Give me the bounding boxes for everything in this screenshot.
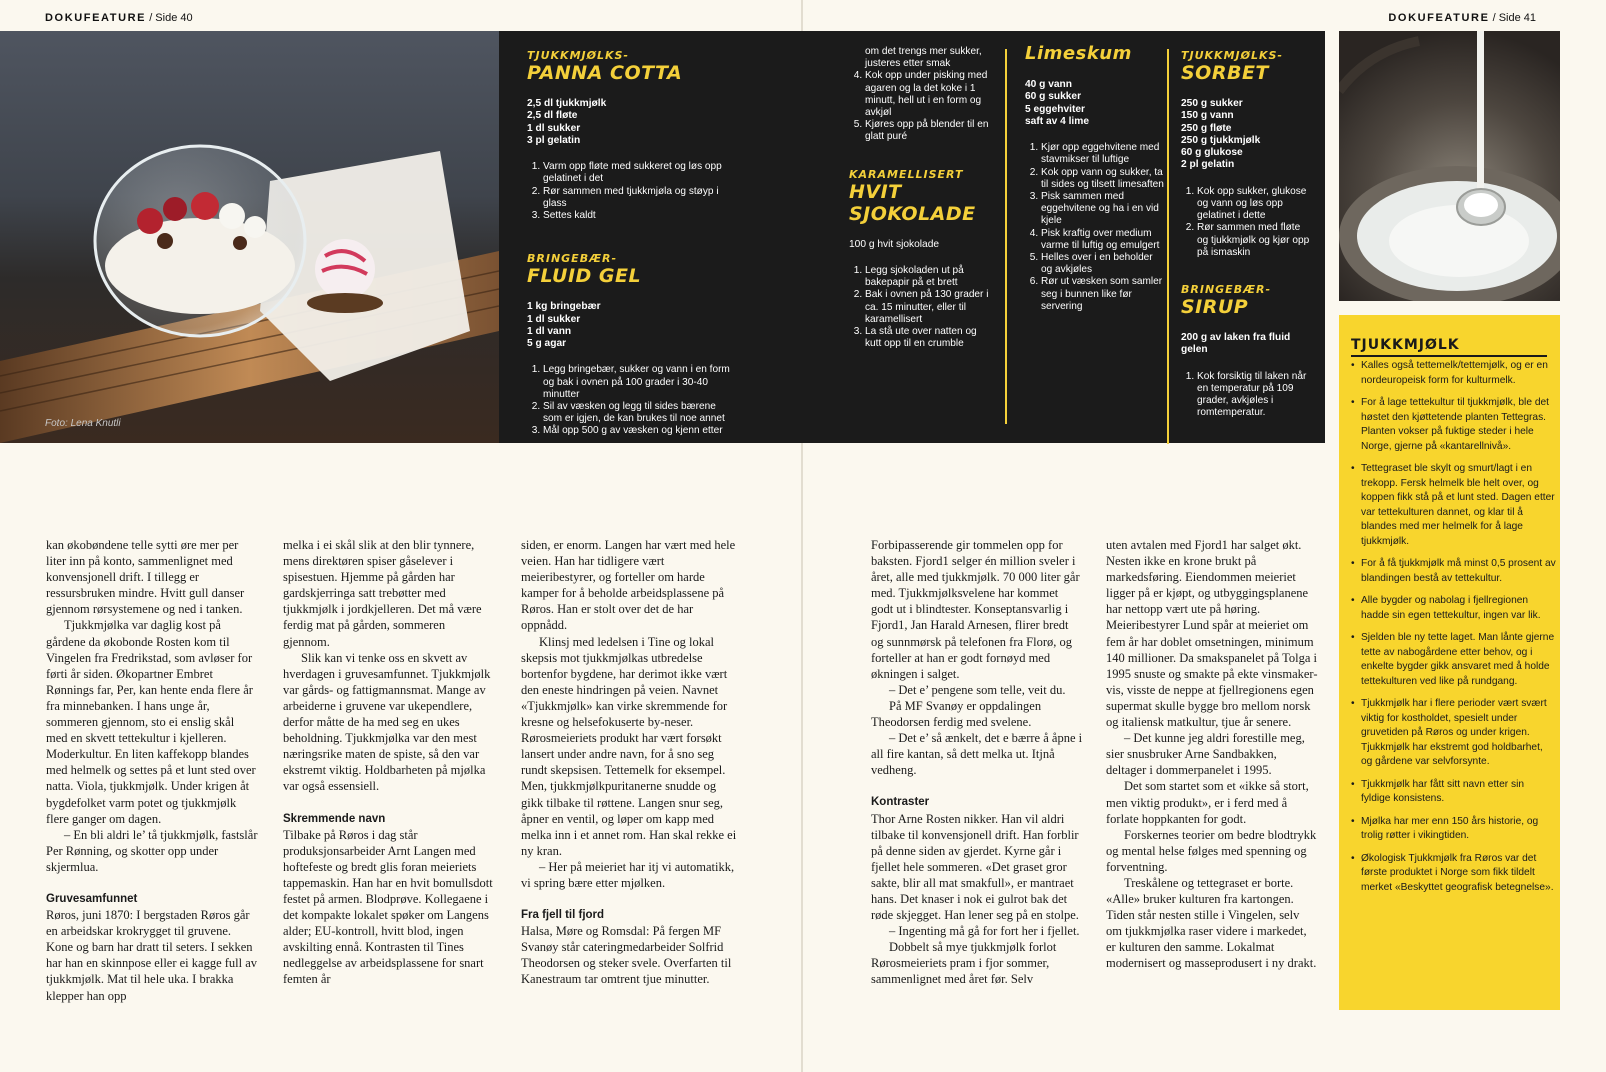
- fact-box-rule: [1351, 355, 1547, 357]
- recipe-panna-cotta: [527, 49, 732, 222]
- step-continued: om det trengs mer sukker, justeres etter smak: [865, 46, 982, 70]
- step: 3. Pisk sammen med eggehvitene og ha i en vid kjele: [1041, 191, 1165, 228]
- ingredient: 250 g fløte: [1181, 122, 1232, 134]
- step: 1. Legg bringebær, sukker og vann i en form og bak i ovnen på 100 grader i 30-40 minutter: [543, 364, 732, 401]
- ingredient-list: [1025, 79, 1165, 128]
- ingredient: saft av 4 lime: [1025, 115, 1089, 127]
- milk-photo: [1339, 31, 1560, 301]
- body-paragraph: – Her på meieriet har itj vi automatikk, vi spring bære etter mjølken.: [521, 859, 735, 890]
- fact-item: • Tettegraset ble skylt og smurt/lagt i en trekopp. Fersk helmelk ble helt over, og koppen fikk stå på et lunt sted. Dagen etter var tettekulturen dannet, og klar til å blandes med mer helmelk for å lage tjukkmjølk.: [1351, 462, 1556, 549]
- recipe-pre-title: BRINGEBÆR-: [527, 252, 618, 266]
- step: 3. Mål opp 500 g av væsken og kjenn etter: [543, 425, 732, 437]
- brand-label: DOKUFEATURE: [1388, 12, 1490, 24]
- step-list: [1025, 142, 1165, 313]
- dessert-illustration: [0, 31, 499, 443]
- body-paragraph: Slik kan vi tenke oss en skvett av hverdagen i gruvesamfunnet. Tjukkmjølk var gårds- og fattigmannsmat. Mange av arbeiderne i gruvene var ukependlere, derfor måtte de ha med seg en ukes beholdning. Tjukkmjølka var den mest næringsrike maten de spiste, så den var ekstremt viktig. Holdbarheten på mjølka var også essensiell.: [283, 650, 491, 794]
- step: 2. Rør sammen med fløte og tjukkmjølk og kjør opp på ismaskin: [1197, 222, 1313, 259]
- ingredient: 1 dl sukker: [527, 313, 581, 325]
- body-paragraph: Halsa, Møre og Romsdal: På fergen MF Svanøy står cateringmedarbeider Solfrid Theodorsen og steker svele. Overfarten til Kanestraum tar omtrent tjue minutter.: [521, 924, 732, 987]
- body-paragraph: På MF Svanøy er oppdalingen Theodorsen ferdig med svelene.: [871, 698, 1042, 730]
- brand-label: DOKUFEATURE: [45, 12, 147, 24]
- recipe-sorbet: [1181, 49, 1313, 259]
- ingredient: 150 g vann: [1181, 110, 1234, 122]
- milk-pouring-illustration: [1339, 31, 1560, 301]
- page-header-right: [1388, 12, 1536, 24]
- body-paragraph: Det som startet som et «ikke så stort, men viktig produkt», er i ferd med å forlate hoppkanten for godt.: [1106, 779, 1309, 826]
- recipe-title: SORBET: [1181, 62, 1269, 84]
- step: 5. Helles over i en beholder og avkjøles: [1041, 252, 1165, 276]
- step-list: [849, 265, 989, 350]
- fact-item: • Økologisk Tjukkmjølk fra Røros var det første produktet i Norge som fikk tildelt merket «Beskyttet geografisk betegnelse».: [1351, 852, 1556, 896]
- column-divider: [1005, 49, 1007, 424]
- step: 1. Kjør opp eggehvitene med stavmikser til luftige: [1041, 142, 1165, 166]
- recipe-pre-title: KARAMELLISERT: [849, 167, 964, 181]
- step: 3. La stå ute over natten og kutt opp til en crumble: [865, 326, 989, 350]
- fact-list: [1351, 359, 1556, 903]
- step: 2. Rør sammen med tjukkmjøla og støyp i glass: [543, 186, 732, 210]
- ingredient-list: [527, 301, 732, 350]
- fact-item: • Tjukkmjølk har i flere perioder vært svært viktig for kostholdet, spesielt under gruvetiden på Røros og under krigen. Tjukkmjølk har ekstremt god holdbarhet, og gårdene var selvforsynte.: [1351, 697, 1556, 770]
- body-paragraph: Røros, juni 1870: I bergstaden Røros går en arbeidskar krokrygget til gruvene. Kone og barn har dratt til seters. I sekken har han en skinnpose eller ei kagge full av tjukkmjølk. Mat til hele uka. I brakka klepper han opp: [46, 908, 258, 1003]
- body-paragraph: Tilbake på Røros i dag står produksjonsarbeider Arnt Langen med hoftefeste og bredt glis foran meieriets tappemaskin. Han har en hvit bomullsdott festet på armen. Blodprøve. Kollegaene i det kompakte lokalet spøker om Langens alder; EU-kontroll, hvitt blod, ingen avskilting ennå. Kontrasten til Tines nedleggelse av arbeidsplassene for snart femten år: [283, 827, 493, 987]
- body-paragraph: – Det kunne jeg aldri forestille meg, sier snusbruker Arne Sandbakken, deltager i dommerpanelet i 1995.: [1106, 731, 1305, 778]
- ingredient: 60 g glukose: [1181, 147, 1243, 159]
- step-list: [527, 364, 732, 437]
- article-column-1: [46, 537, 258, 1004]
- body-paragraph: Tjukkmjølka var daglig kost på gårdene da økobonde Rosten kom til Vingelen fra Fredrikstad, som avløser for førti år siden. Økopartner Embret Rønnings far, Per, kan hente enda flere år fra minnebanken. I hans unge år, sommeren gjennom, sto ei enslig skål med en skvett tettekultur i kjelleren. Moderkultur. En liten kaffekopp blandes med helmelk og settes på et lunt sted over natta. Viola, tjukkmjølk. Under krigen åt bygdefolket varm potet og tjukkmjølk flere ganger om dagen.: [46, 618, 256, 826]
- article-column-2: [283, 537, 495, 988]
- ingredient-list: [1181, 332, 1313, 357]
- ingredient: 60 g sukker: [1025, 91, 1082, 103]
- recipe-title: SJOKOLADE: [849, 202, 976, 225]
- ingredient: 40 g vann: [1025, 79, 1072, 90]
- step: 2. Kok opp vann og sukker, ta til sides og tilsett limesaften: [1041, 167, 1165, 191]
- page-number: / Side 41: [1492, 12, 1536, 24]
- page-header-left: [45, 12, 193, 24]
- ingredient-list: [527, 98, 732, 147]
- recipe-panel: [499, 31, 1325, 443]
- ingredient: 2,5 dl tjukkmjølk: [527, 98, 607, 109]
- body-paragraph: Dobbelt så mye tjukkmjølk forlot Rørosmeieriets pram i fjor sommer, sammenlignet med året før. Selv: [871, 940, 1057, 987]
- ingredient: 250 g sukker: [1181, 98, 1243, 109]
- body-paragraph: uten avtalen med Fjord1 har salget økt. Nesten ikke en krone brukt på markedsføring. Eiendommen meieriet ligger på er kjøpt, og utbyggingsplanene har nettopp vært ute på høring. Meieribestyrer Lund spår at meieriet om fem år har doblet omsetningen, minimum 140 millioner. Da smakspanelet på Tolga i 1995 snuste og smakte på ekte vinsmaker-vis, visste de neppe at fjellregionens egen supermat skulle bygge bro mellom norsk og italiensk matkultur, tjue år senere.: [1106, 538, 1318, 730]
- fact-box: [1339, 315, 1560, 1010]
- step: 4. Pisk kraftig over medium varme til luftig og emulgert: [1041, 228, 1165, 252]
- body-paragraph: melka i ei skål slik at den blir tynnere, mens direktøren spiser gåselever i spisestuen. Hjemme på gården har gardskjerringa satt trebøtter med tjukkmjølk i jordkjelleren. Det må være ferdig mat på gården, sommeren gjennom.: [283, 538, 482, 649]
- body-paragraph: Thor Arne Rosten nikker. Han vil aldri tilbake til konvensjonell drift. Han forblir på denne siden av gjerdet. Kyrne går i fjellet hele sommeren. «Det graset gror sakte, blir all mat smakfull», er mantraet hans. Det knaser i nok ei gulrot bak det røde skjegget. Han lener seg på en stolpe.: [871, 811, 1079, 923]
- recipe-title: PANNA COTTA: [527, 62, 683, 84]
- section-heading: Kontraster: [871, 796, 930, 809]
- fact-item: • Alle bygder og nabolag i fjellregionen hadde sin egen tettekultur, ingen var lik.: [1351, 594, 1556, 623]
- recipe-pre-title: BRINGEBÆR-: [1181, 283, 1272, 296]
- fact-item: • Sjelden ble ny tette laget. Man lånte gjerne tette av nabogårdene etter behov, og i enkelte bygder gikk ansvaret med å holde tettekulturen ved like på rundgang.: [1351, 631, 1556, 689]
- ingredient-list: [1181, 98, 1313, 172]
- recipe-title: SIRUP: [1181, 296, 1249, 318]
- ingredient: 5 g agar: [527, 338, 567, 350]
- article-column-3: [521, 537, 737, 988]
- recipe-column-1: [527, 49, 732, 438]
- recipe-column-4: [1181, 49, 1313, 419]
- recipe-column-2: [849, 46, 989, 350]
- step-list: [1181, 371, 1313, 420]
- step: 6. Rør ut væsken som samler seg i bunnen like før servering: [1041, 276, 1165, 313]
- step-list: [849, 70, 989, 143]
- page-number: / Side 40: [149, 12, 193, 24]
- ingredient: 2 pl gelatin: [1181, 159, 1235, 171]
- fact-item: • Tjukkmjølk har fått sitt navn etter sin fyldige konsistens.: [1351, 778, 1556, 807]
- ingredient: 5 eggehviter: [1025, 103, 1086, 115]
- ingredient: 250 g tjukkmjølk: [1181, 134, 1261, 146]
- step: 4. Kok opp under pisking med agaren og la det koke i 1 minutt, hell ut i en form og avkjøl: [865, 70, 989, 119]
- fact-item: • For å få tjukkmjølk må minst 0,5 prosent av blandingen bestå av tettekultur.: [1351, 557, 1556, 586]
- recipe-sirup: [1181, 283, 1313, 419]
- ingredient: 1 dl sukker: [527, 122, 581, 134]
- recipe-hvit-sjokolade: [849, 168, 989, 351]
- body-paragraph: – Det e’ pengene som telle, veit du.: [889, 682, 1066, 697]
- recipe-pre-title: TJUKKMJØLKS-: [527, 49, 629, 62]
- step: 1. Kok forsiktig til laken når en temperatur på 109 grader, avkjøles i romtemperatur.: [1197, 371, 1313, 420]
- body-paragraph: Forskernes teorier om bedre blodtrykk og mental helse følges med spenning og forventning.: [1106, 827, 1317, 874]
- recipe-pre-title: TJUKKMJØLKS-: [1181, 49, 1283, 62]
- recipe-title: Limeskum: [1025, 43, 1132, 64]
- step: 3. Settes kaldt: [543, 210, 732, 222]
- step-list: [527, 161, 732, 222]
- recipe-fluid-gel: [527, 252, 732, 437]
- recipe-limeskum: [1025, 43, 1165, 313]
- recipe-title: HVIT: [849, 180, 902, 203]
- recipe-title: FLUID GEL: [527, 265, 642, 288]
- ingredient: 200 g av laken fra fluid gelen: [1181, 332, 1291, 356]
- fact-item: • For å lage tettekultur til tjukkmjølk, ble det høstet den kjøttetende planten Tettegras. Planten vokser på fuktige steder i hele Norge, gjerne på «kantarellnivå».: [1351, 396, 1556, 454]
- ingredient: 1 kg bringebær: [527, 301, 601, 313]
- ingredient: 1 dl vann: [527, 325, 572, 337]
- fact-item: • Kalles også tettemelk/tettemjølk, og er en nordeuropeisk form for kulturmelk.: [1351, 359, 1556, 388]
- recipe-column-3: [1025, 43, 1165, 313]
- step-list: [1181, 186, 1313, 259]
- step: 2. Sil av væsken og legg til sides bærene som er igjen, de kan brukes til noe annet: [543, 401, 732, 425]
- fact-box-title: TJUKKMJØLK: [1351, 337, 1460, 353]
- fact-item: • Mjølka har mer enn 150 års historie, og trolig røtter i vikingtiden.: [1351, 815, 1556, 844]
- step-continuation: [849, 46, 989, 70]
- article-column-4: [871, 537, 1083, 988]
- body-paragraph: Klinsj med ledelsen i Tine og lokal skepsis mot tjukkmjølkas utbredelse bortenfor bygdene, har derimot ikke vært den eneste hindringen på veien. Navnet «Tjukkmjølk» kan virke skremmende for kresne og helsefokuserte by-neser. Rørosmeieriets produkt har vært forsøkt lansert under andre navn, for å sno seg rundt skepsisen. Tettemelk for eksempel. Men, tjukkmjølkpuritanerne snudde og gikk tilbake til røttene. Langen snur seg, åpner en ventil, og løper om kapp med melka inn i et annet rom. Han skal rekke ei ny kran.: [521, 634, 737, 858]
- column-divider: [1167, 49, 1169, 444]
- body-paragraph: – Det e’ så ænkelt, det e bærre å åpne i all fire kantan, så dett melka ut. Itjnå vedheng.: [871, 731, 1083, 778]
- body-paragraph: Forbipasserende gir tommelen opp for baksten. Fjord1 selger én million sveler i året, alle med tjukkmjølk. 70 000 liter går med. Tjukkmjølksvelene har kommet godt ut i blindtester. Konseptansvarlig i Fjord1, Jan Harald Arnesen, flirer bredt og sunnmørsk på telefonen fra Florø, og forteller at han er godt fornøyd med økningen i salget.: [871, 538, 1080, 681]
- body-paragraph: kan økobøndene telle sytti øre mer per liter inn på konto, sammenlignet med konvensjonell drift. I tillegg er ressursbruken mindre. Hvitt gull danser gjennom rørsystemene og ned i tanken.: [46, 538, 245, 617]
- dessert-photo: [0, 31, 499, 443]
- ingredient: 3 pl gelatin: [527, 134, 581, 146]
- ingredient: 100 g hvit sjokolade: [849, 238, 940, 250]
- body-paragraph: Treskålene og tettegraset er borte. «Alle» bruker kulturen fra kartongen. Tiden står nesten stille i Vingelen, selv om tjukkmjølka raser videre i markedet, er kulturen den samme. Lokalmat modernisert og masseprodusert i ny drakt.: [1106, 875, 1317, 971]
- body-paragraph: siden, er enorm. Langen har vært med hele veien. Han har tidligere vært meieribestyrer, og forteller om harde kamper for å beholde arbeidsplassene på Røros. Han er stolt over det de har oppnådd.: [521, 538, 736, 633]
- step: 1. Varm opp fløte med sukkeret og løs opp gelatinet i det: [543, 161, 732, 185]
- section-heading: Fra fjell til fjord: [521, 909, 605, 922]
- article-column-5: [1106, 537, 1318, 972]
- section-heading: Skremmende navn: [283, 812, 386, 825]
- step: 5. Kjøres opp på blender til en glatt puré: [865, 119, 989, 143]
- body-paragraph: – En bli aldri le’ tå tjukkmjølk, fastslår Per Rønning, og skotter opp under skjermlua.: [46, 827, 258, 874]
- ingredient-list: [849, 239, 989, 251]
- section-heading: Gruvesamfunnet: [46, 892, 138, 905]
- step: 2. Bak i ovnen på 130 grader i ca. 15 minutter, eller til karamellisert: [865, 289, 989, 326]
- photo-credit: Foto: Lena Knutli: [45, 418, 121, 429]
- step: 1. Kok opp sukker, glukose og vann og løs opp gelatinet i dette: [1197, 186, 1313, 223]
- ingredient: 2,5 dl fløte: [527, 110, 578, 122]
- step: 1. Legg sjokoladen ut på bakepapir på et brett: [865, 265, 989, 289]
- body-paragraph: – Ingenting må gå for fort her i fjellet.: [889, 924, 1080, 939]
